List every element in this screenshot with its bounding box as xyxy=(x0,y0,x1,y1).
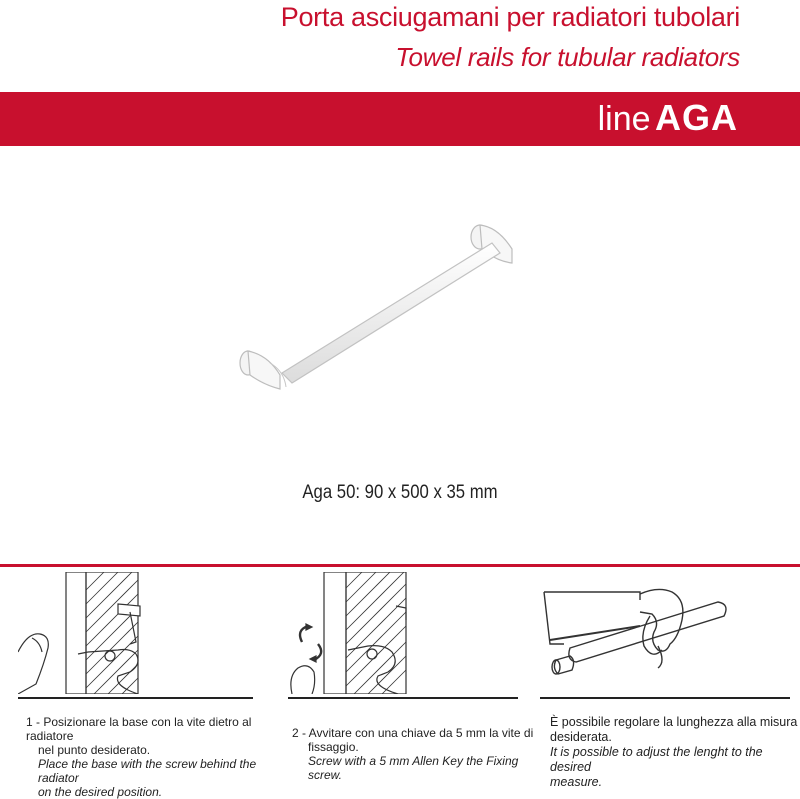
line-prefix: line xyxy=(597,100,651,138)
step2-it-line2: fissaggio. xyxy=(308,740,359,754)
step3-underline xyxy=(540,697,790,699)
line-name: AGA xyxy=(655,97,738,138)
step3-instructions xyxy=(550,715,798,790)
step1-en-line2: on the desired position. xyxy=(38,785,163,799)
step1-instructions xyxy=(26,715,296,799)
allen-key-illustration xyxy=(288,572,438,694)
step3-it-line2: desiderata. xyxy=(550,730,612,744)
step2-instructions xyxy=(292,726,542,782)
step1-it-line2: nel punto desiderato. xyxy=(38,743,151,757)
step3-en-line1: It is possible to adjust the lenght to the desired xyxy=(550,745,763,774)
step1-it-line1: 1 - Posizionare la base con la vite dietro al radiatore xyxy=(26,715,252,743)
line-banner xyxy=(0,92,800,146)
step3-it-line1: È possibile regolare la lunghezza alla misura xyxy=(550,715,798,729)
step1-underline xyxy=(18,697,253,699)
product-dimensions: Aga 50: 90 x 500 x 35 mm xyxy=(302,482,498,503)
title-english: Towel rails for tubular radiators xyxy=(395,42,740,72)
towel-rail-illustration xyxy=(230,215,530,395)
line-label xyxy=(598,97,738,139)
hacksaw-cut-illustration xyxy=(540,582,730,682)
step3-en-line2: measure. xyxy=(550,775,603,789)
step1-en-line1: Place the base with the screw behind the radiator xyxy=(38,757,257,785)
step2-en-line1: Screw with a 5 mm Allen Key the Fixing screw. xyxy=(308,754,519,782)
section-divider xyxy=(0,564,800,567)
mounting-screw-illustration xyxy=(18,572,168,694)
step2-it-line1: 2 - Avvitare con una chiave da 5 mm la vite di xyxy=(292,726,534,740)
title-italian: Porta asciugamani per radiatori tubolari xyxy=(280,2,740,32)
step2-underline xyxy=(288,697,518,699)
